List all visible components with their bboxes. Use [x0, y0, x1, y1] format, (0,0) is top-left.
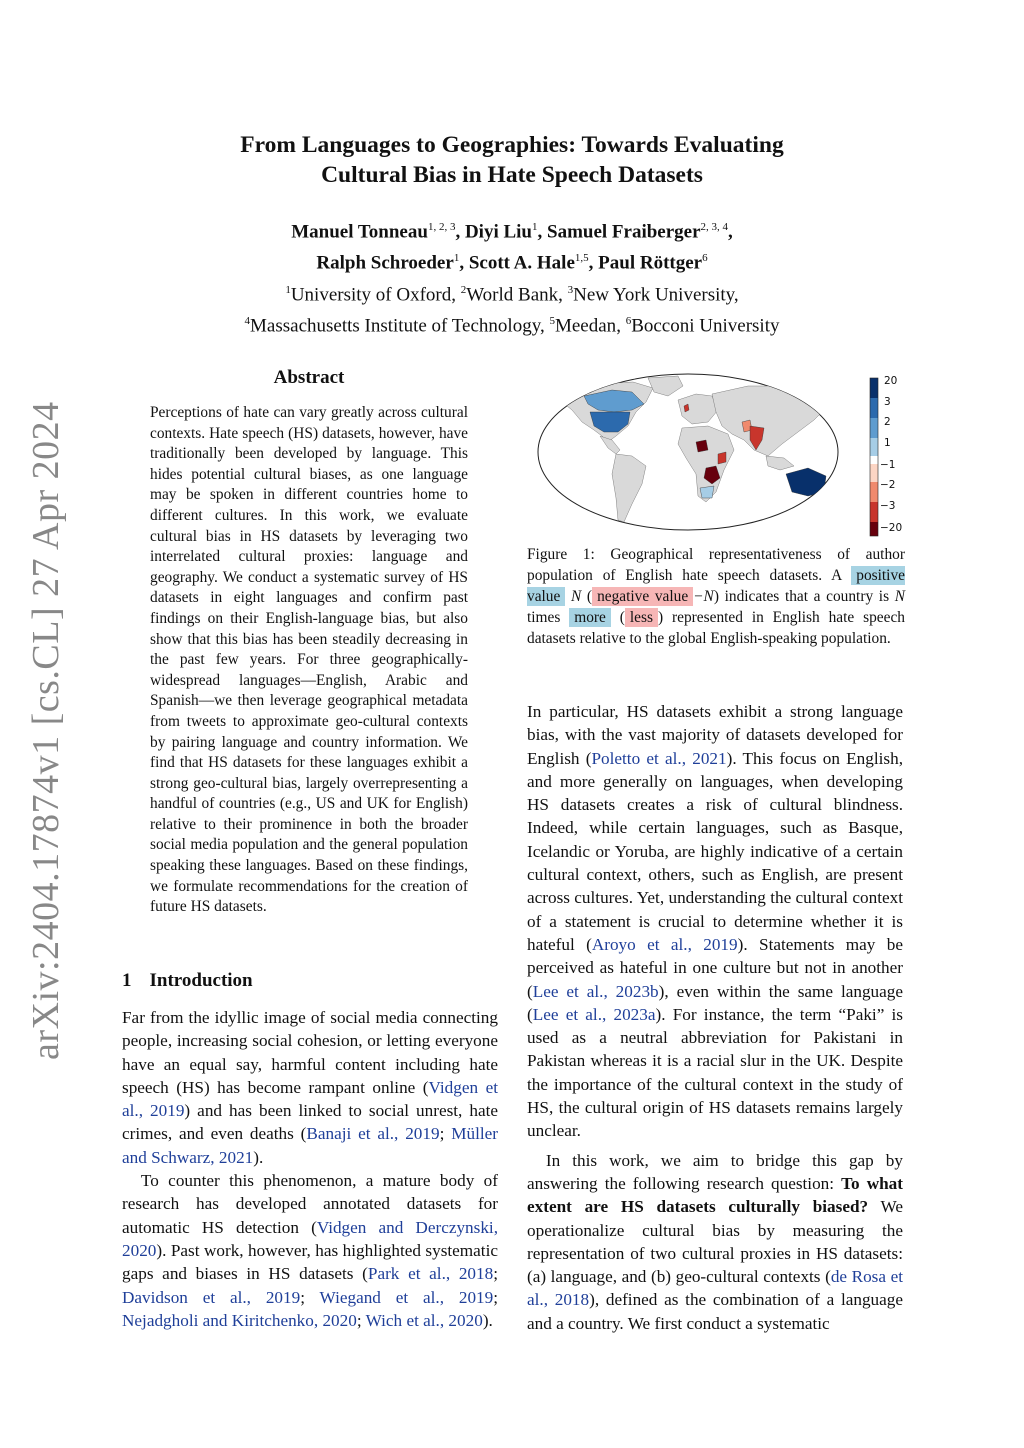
- neg-n-symbol: −N: [693, 588, 714, 605]
- country-south-africa: [700, 486, 714, 498]
- affil-sep: ,: [451, 283, 461, 305]
- author-name: Paul Röttger: [598, 252, 703, 274]
- affil-number: 6: [625, 314, 632, 327]
- caption-label: Figure 1:: [527, 546, 595, 563]
- affil-name: Bocconi University: [631, 315, 780, 337]
- citation-link[interactable]: Vidgen and Derczynski, 2020: [122, 1217, 498, 1260]
- paragraph-text: We operationalize cultural bias by measuring the representation of two cultural proxies in HS datasets: (a) language, and (b) geo-cultural contexts (: [527, 1197, 903, 1287]
- affil-number: 1: [285, 283, 291, 296]
- citation-link[interactable]: de Rosa et al., 2018: [527, 1267, 903, 1310]
- citation-link[interactable]: Park et al., 2018: [367, 1264, 494, 1284]
- world-map: [538, 374, 838, 530]
- n-symbol: N: [894, 588, 905, 605]
- section-number: 1: [122, 970, 132, 991]
- affil-name: New York University: [573, 283, 734, 305]
- intro-body: [122, 1006, 498, 1332]
- paragraph-text: In this work, we aim to bridge this gap by answering the following research question:: [527, 1150, 903, 1193]
- author-affil: 1: [453, 252, 460, 265]
- less-highlight: less: [625, 608, 658, 627]
- paragraph-text: ). Statements may be perceived as hateful in one culture but not in another (: [527, 934, 903, 1001]
- colorbar-tick-label: −1: [880, 459, 896, 471]
- right-paragraph-2: [527, 1149, 903, 1335]
- affil-sep: ,: [558, 283, 568, 305]
- author-sep: ,: [588, 252, 599, 274]
- author-affil: 1: [532, 221, 538, 233]
- research-question: To what extent are HS datasets culturally biased?: [527, 1173, 903, 1217]
- paragraph-text: ;: [356, 1310, 366, 1330]
- title-line-2: Cultural Bias in Hate Speech Datasets: [321, 162, 703, 188]
- caption-text: ) indicates that a country is: [713, 588, 890, 605]
- affil-name: Massachusetts Institute of Technology: [250, 315, 540, 337]
- n-symbol: N: [571, 588, 582, 605]
- author-sep: ,: [459, 252, 469, 274]
- author-name: Diyi Liu: [464, 221, 532, 243]
- citation-link[interactable]: Nejadgholi and Kiritchenko, 2020: [122, 1310, 357, 1330]
- colorbar: [870, 375, 902, 536]
- paragraph-text: ;: [493, 1264, 498, 1284]
- section-heading-introduction: [122, 970, 253, 992]
- affil-sep: ,: [616, 315, 626, 337]
- affil-name: World Bank: [466, 283, 559, 305]
- colorbar-tick-label: −3: [880, 500, 896, 512]
- intro-paragraph-1: [122, 1006, 498, 1169]
- citation-link[interactable]: Vidgen et al., 2019: [122, 1077, 498, 1121]
- intro-paragraph-2: [122, 1169, 498, 1332]
- affil-name: Meedan: [554, 315, 617, 337]
- author-line-2: [150, 245, 874, 276]
- citation-link[interactable]: Lee et al., 2023a: [532, 1004, 656, 1024]
- right-column-body: [527, 700, 903, 1335]
- citation-link[interactable]: Wich et al., 2020: [365, 1310, 483, 1330]
- paragraph-text: ), even within the same language (: [527, 981, 903, 1024]
- figure-1: [528, 370, 908, 540]
- paragraph-text: ).: [253, 1147, 264, 1167]
- positive-value-highlight: positive value: [527, 567, 905, 605]
- affiliation-line-2: [150, 308, 874, 339]
- colorbar-bin: [870, 482, 878, 502]
- abstract-text: Perceptions of hate can vary greatly across cultural contexts. Hate speech (HS) datasets, however, have traditionally been developed by language. This hides potential cultural biases, as one language may be spoken in different countries home to different cultures. In this work, we evaluate cultural bias in HS datasets by leveraging two interrelated cultural proxies: language and geography. We conduct a systematic survey of HS datasets in eight languages and confirm past findings on their English-language bias, but also show that this bias has been steadily decreasing in the past few years. For three geographically-widespread languages—English, Arabic and Spanish—we then leverage geographical metadata from tweets to approximate geo-cultural contexts by pairing language and country information. We find that HS datasets for these languages exhibit a strong geo-cultural bias, largely overrepresenting a handful of countries (e.g., US and UK for English) relative to their prominence in both the broader social media population and the general population speaking these languages. Based on these findings, we formulate recommendations for the creation of future HS datasets.: [150, 404, 468, 916]
- colorbar-tick-label: 3: [884, 396, 891, 408]
- author-name: Scott A. Hale: [468, 252, 575, 274]
- country-kenya: [718, 452, 726, 464]
- paper-title: [150, 130, 874, 190]
- affil-name: University of Oxford: [290, 283, 452, 305]
- colorbar-bin: [870, 456, 878, 464]
- figure-1-caption: [527, 544, 905, 649]
- affil-number: 2: [460, 283, 467, 296]
- author-sep: ,: [455, 221, 465, 243]
- colorbar-bin: [870, 398, 878, 418]
- affil-sep: ,: [733, 283, 739, 305]
- section-title: Introduction: [149, 970, 253, 991]
- negative-value-highlight: negative value: [592, 587, 693, 606]
- author-line-1: [150, 214, 874, 245]
- country-new-zealand: [830, 496, 836, 506]
- country-nigeria: [696, 440, 708, 452]
- citation-link[interactable]: Banaji et al., 2019: [306, 1124, 440, 1144]
- colorbar-bin: [870, 418, 878, 438]
- colorbar-bin: [870, 502, 878, 522]
- arxiv-identifier: arXiv:2404.17874v1 [cs.CL] 27 Apr 2024: [25, 401, 67, 1060]
- paragraph-text: ).: [482, 1310, 493, 1330]
- citation-link[interactable]: Lee et al., 2023b: [532, 981, 659, 1001]
- author-name: Samuel Fraiberger: [547, 221, 701, 243]
- right-paragraph-1: [527, 700, 903, 1143]
- citation-link[interactable]: Müller and Schwarz, 2021: [122, 1124, 498, 1167]
- caption-paren: (: [619, 609, 625, 626]
- paragraph-text: ). This focus on English, and more generally on languages, when developing HS datasets creates a risk of cultural blindness. Indeed, while certain languages, such as Basque, Icelandic or Yoruba, are highly indicative of a certain cultural context, others, such as English, are present across cultures. Yet, understanding the cultural context of a statement is crucial to determine whether it is hateful (: [527, 748, 903, 954]
- colorbar-tick-label: 2: [884, 416, 891, 428]
- abstract-heading: Abstract: [273, 367, 345, 388]
- title-line-1: From Languages to Geographies: Towards Evaluating: [240, 132, 784, 158]
- affiliation-line-1: [150, 277, 874, 308]
- citation-link[interactable]: Poletto et al., 2021: [591, 748, 727, 768]
- author-name: Manuel Tonneau: [291, 221, 428, 243]
- caption-paren: (: [586, 588, 593, 605]
- paragraph-text: ;: [493, 1287, 499, 1307]
- colorbar-bin: [870, 464, 878, 482]
- caption-text: Geographical representativeness of author population of English hate speech datasets. A: [527, 546, 905, 584]
- colorbar-tick-label: −20: [880, 522, 903, 534]
- author-sep: ,: [537, 221, 547, 243]
- more-highlight: more: [569, 608, 611, 627]
- citation-link[interactable]: Wiegand et al., 2019: [319, 1287, 494, 1307]
- author-name: Ralph Schroeder: [316, 252, 454, 274]
- author-sep: ,: [728, 221, 733, 243]
- paragraph-text: ) and has been linked to social unrest, hate crimes, and even deaths (: [122, 1101, 498, 1144]
- world-map-figure: [528, 370, 908, 540]
- paragraph-text: ). Past work, however, has highlighted systematic gaps and biases in HS datasets (: [122, 1240, 498, 1284]
- paragraph-text: Far from the idyllic image of social media connecting people, increasing social cohesion, or letting everyone have an equal say, harmful content including hate speech (HS) has become rampant online (: [122, 1008, 498, 1097]
- colorbar-bin: [870, 378, 878, 398]
- colorbar-bin: [870, 438, 878, 456]
- caption-text: times: [527, 609, 561, 626]
- paragraph-text: ), defined as the combination of a language and a country. We first conduct a systematic: [527, 1290, 903, 1333]
- author-affil: 2, 3, 4: [700, 221, 729, 233]
- citation-link[interactable]: Aroyo et al., 2019: [591, 934, 738, 954]
- author-affil: 6: [702, 252, 708, 265]
- author-affil: 1,5: [574, 252, 589, 265]
- affil-number: 4: [244, 314, 251, 327]
- author-block: [150, 214, 874, 339]
- colorbar-tick-label: 20: [884, 375, 898, 387]
- citation-link[interactable]: Davidson et al., 2019: [122, 1287, 301, 1307]
- colorbar-bin: [870, 522, 878, 536]
- colorbar-tick-label: 1: [884, 437, 891, 449]
- caption-text: ) represented in English hate speech datasets relative to the global English-speaking population.: [527, 609, 905, 647]
- author-affil: 1, 2, 3: [427, 221, 456, 233]
- paragraph-text: ). For instance, the term “Paki” is used as a neutral abbreviation for Pakistani in Pakistan whereas it is a racial slur in the UK. Despite the importance of the cultural context in the study of HS, the cultural origin of HS datasets remains largely unclear.: [527, 1004, 903, 1141]
- colorbar-tick-label: −2: [880, 479, 896, 491]
- paragraph-text: ;: [300, 1287, 320, 1307]
- paragraph-text: To counter this phenomenon, a mature body of research has developed annotated datasets for automatic HS detection (: [122, 1171, 498, 1237]
- paragraph-text: ;: [439, 1124, 452, 1144]
- affil-number: 3: [567, 283, 574, 296]
- affil-sep: ,: [539, 315, 550, 337]
- affil-number: 5: [549, 314, 555, 327]
- paragraph-text: In particular, HS datasets exhibit a strong language bias, with the vast majority of datasets developed for English (: [527, 702, 903, 768]
